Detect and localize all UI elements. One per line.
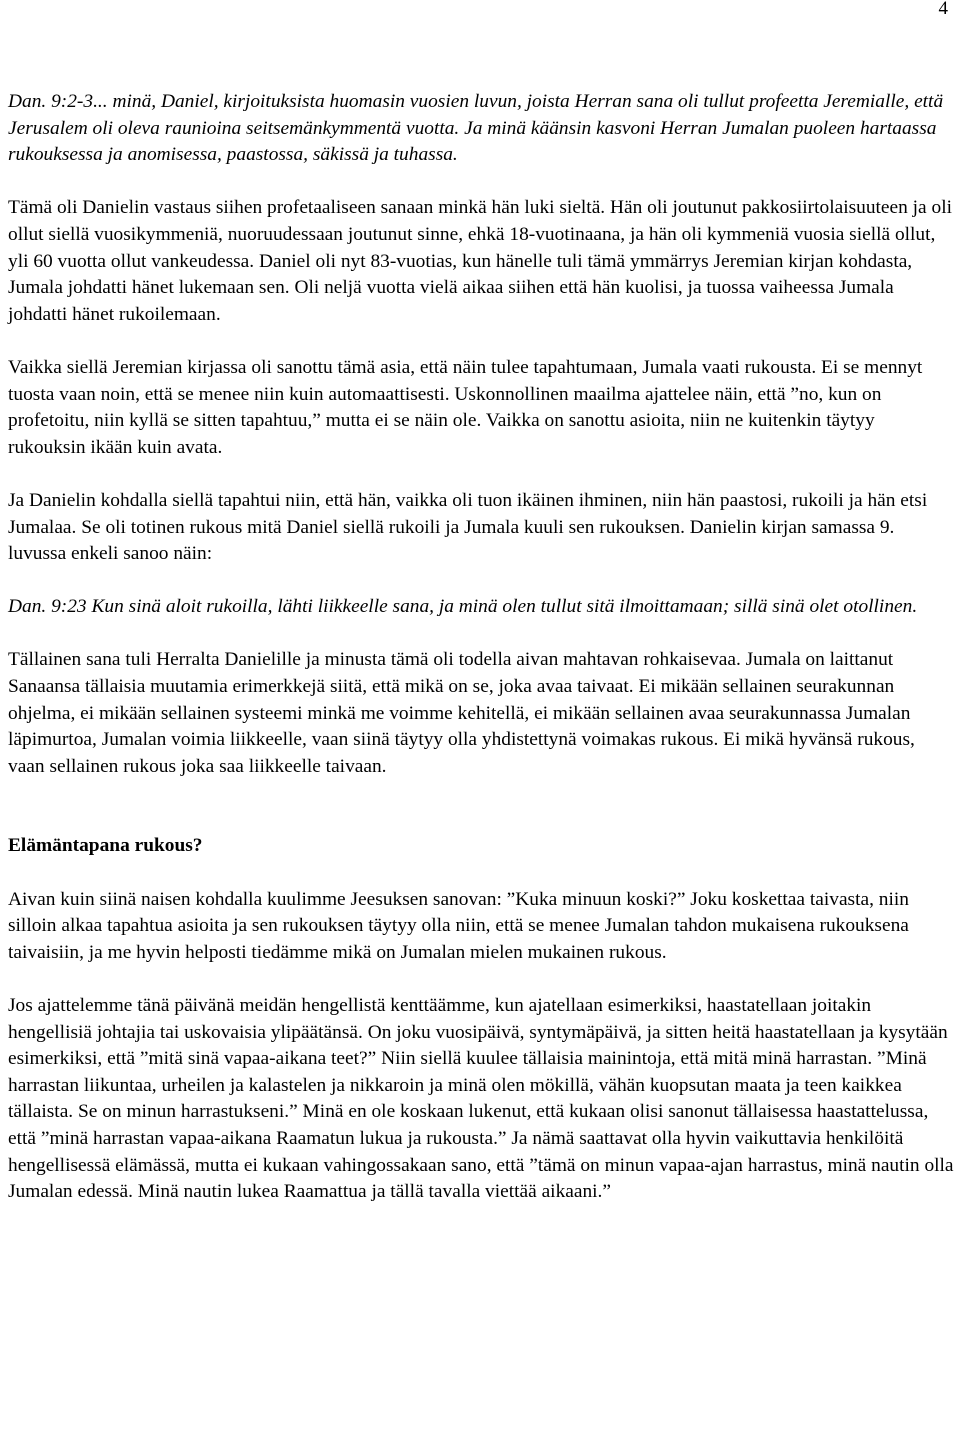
scripture-quote-dan-9-23: Dan. 9:23 Kun sinä aloit rukoilla, lähti liikkeelle sana, ja minä olen tullut sitä ilmoittamaan; sillä sinä olet otollinen. [8, 596, 918, 618]
page-number: 4 [938, 0, 948, 19]
body-paragraph: Ja Danielin kohdalla siellä tapahtui niin, että hän, vaikka oli tuon ikäinen ihminen, niin hän paastosi, rukoili ja hän etsi Jumalaa. Se oli totinen rukous mitä Daniel siellä rukoili ja Jumala kuuli sen rukouksen. Danielin kirjan samassa 9. luvussa enkeli sanoo näin: [8, 489, 928, 565]
section-heading: Elämäntapana rukous? [8, 835, 203, 857]
document-body [8, 89, 954, 1232]
body-paragraph: Jos ajattelemme tänä päivänä meidän hengellistä kenttäämme, kun ajatellaan esimerkiksi, haastatellaan joitakin hengellisiä johtajia tai uskovaisia ylipäätänsä. On joku vuosipäivä, syntymäpäivä, ja sitten heitä haastatellaan ja kysytään esimerkiksi, että ”mitä sinä vapaa-aikana teet?” Niin siellä kuulee tällaisia mainintoja, että mitä minä harrastan. ”Minä harrastan liikuntaa, urheilen ja kalastelen ja nikkaroin ja minä olen mökillä, vähän kuopsutan maata ja teen kaikkea tällaista. Se on minun harrastukseni.” Minä en ole koskaan lukenut, että kukaan olisi sanonut tällaisessa haastattelussa, että ”minä harrastan vapaa-aikana Raamatun lukua ja rukousta.” Ja nämä saattavat olla hyvin vaikuttavia henkilöitä hengellisessä elämässä, mutta ei kukaan vahingossakaan sano, että ”tämä on minun vapaa-ajan harrastus, minä nautin olla Jumalan edessä. Minä nautin lukea Raamattua ja tällä tavalla viettää aikaani.” [8, 995, 954, 1203]
body-paragraph: Vaikka siellä Jeremian kirjassa oli sanottu tämä asia, että näin tulee tapahtumaan, Jumala vaati rukousta. Ei se mennyt tuosta vaan noin, että se menee niin kuin automaattisesti. Uskonnollinen maailma ajattelee näin, että ”no, kun on profetoitu, niin kyllä se sitten tapahtuu,” mutta ei se näin ole. Vaikka on sanottu asioita, niin ne kuitenkin täytyy rukouksin ikään kuin avata. [8, 356, 923, 458]
body-paragraph: Aivan kuin siinä naisen kohdalla kuulimme Jeesuksen sanovan: ”Kuka minuun koski?” Joku koskettaa taivasta, niin silloin alkaa tapahtua asioita ja sen rukouksen täytyy olla niin, että se menee Jumalan tahdon mukaisena rukouksena taivaisiin, ja me hyvin helposti tiedämme mikä on Jumalan mielen mukainen rukous. [8, 888, 909, 963]
body-paragraph: Tällainen sana tuli Herralta Danielille ja minusta tämä oli todella aivan mahtavan rohkaisevaa. Jumala on laittanut Sanaansa tällaisia muutamia erimerkkejä siitä, että mikä on se, joka avaa taivaat. Ei mikään sellainen seurakunnan ohjelma, ei mikään sellainen systeemi minkä me voimme kehitellä, ei mikään sellainen avaa seurakunnassa Jumalan läpimurtoa, Jumalan voimia liikkeelle, vaan siinä täytyy olla yhdistettynä voimakas rukous. Ei mikä hyvänsä rukous, vaan sellainen rukous joka saa liikkeelle taivaan. [8, 649, 915, 777]
scripture-quote-dan-9-2-3: Dan. 9:2-3... minä, Daniel, kirjoituksista huomasin vuosien luvun, joista Herran sana oli tullut profeetta Jeremialle, että Jerusalem oli oleva raunioina seitsemänkymmentä vuotta. Ja minä käänsin kasvoni Herran Jumalan puoleen hartaassa rukouksessa ja anomisessa, paastossa, säkissä ja tuhassa. [8, 91, 944, 166]
body-paragraph: Tämä oli Danielin vastaus siihen profetaaliseen sanaan minkä hän luki sieltä. Hän oli joutunut pakkosiirtolaisuuteen ja oli ollut siellä vuosikymmeniä, nuoruudessaan joutunut sinne, ehkä 18-vuotinaana, ja hän oli kymmeniä vuosia siellä ollut, yli 60 vuotta ollut vankeudessa. Daniel oli nyt 83-vuotias, kun hänelle tuli tämä ymmärrys Jeremian kirjan kohdasta, Jumala johdatti hänet lukemaan sen. Oli neljä vuotta vielä aikaa siihen että hän kuolisi, ja tuossa vaiheessa Jumala johdatti hänet rukoilemaan. [8, 197, 952, 325]
